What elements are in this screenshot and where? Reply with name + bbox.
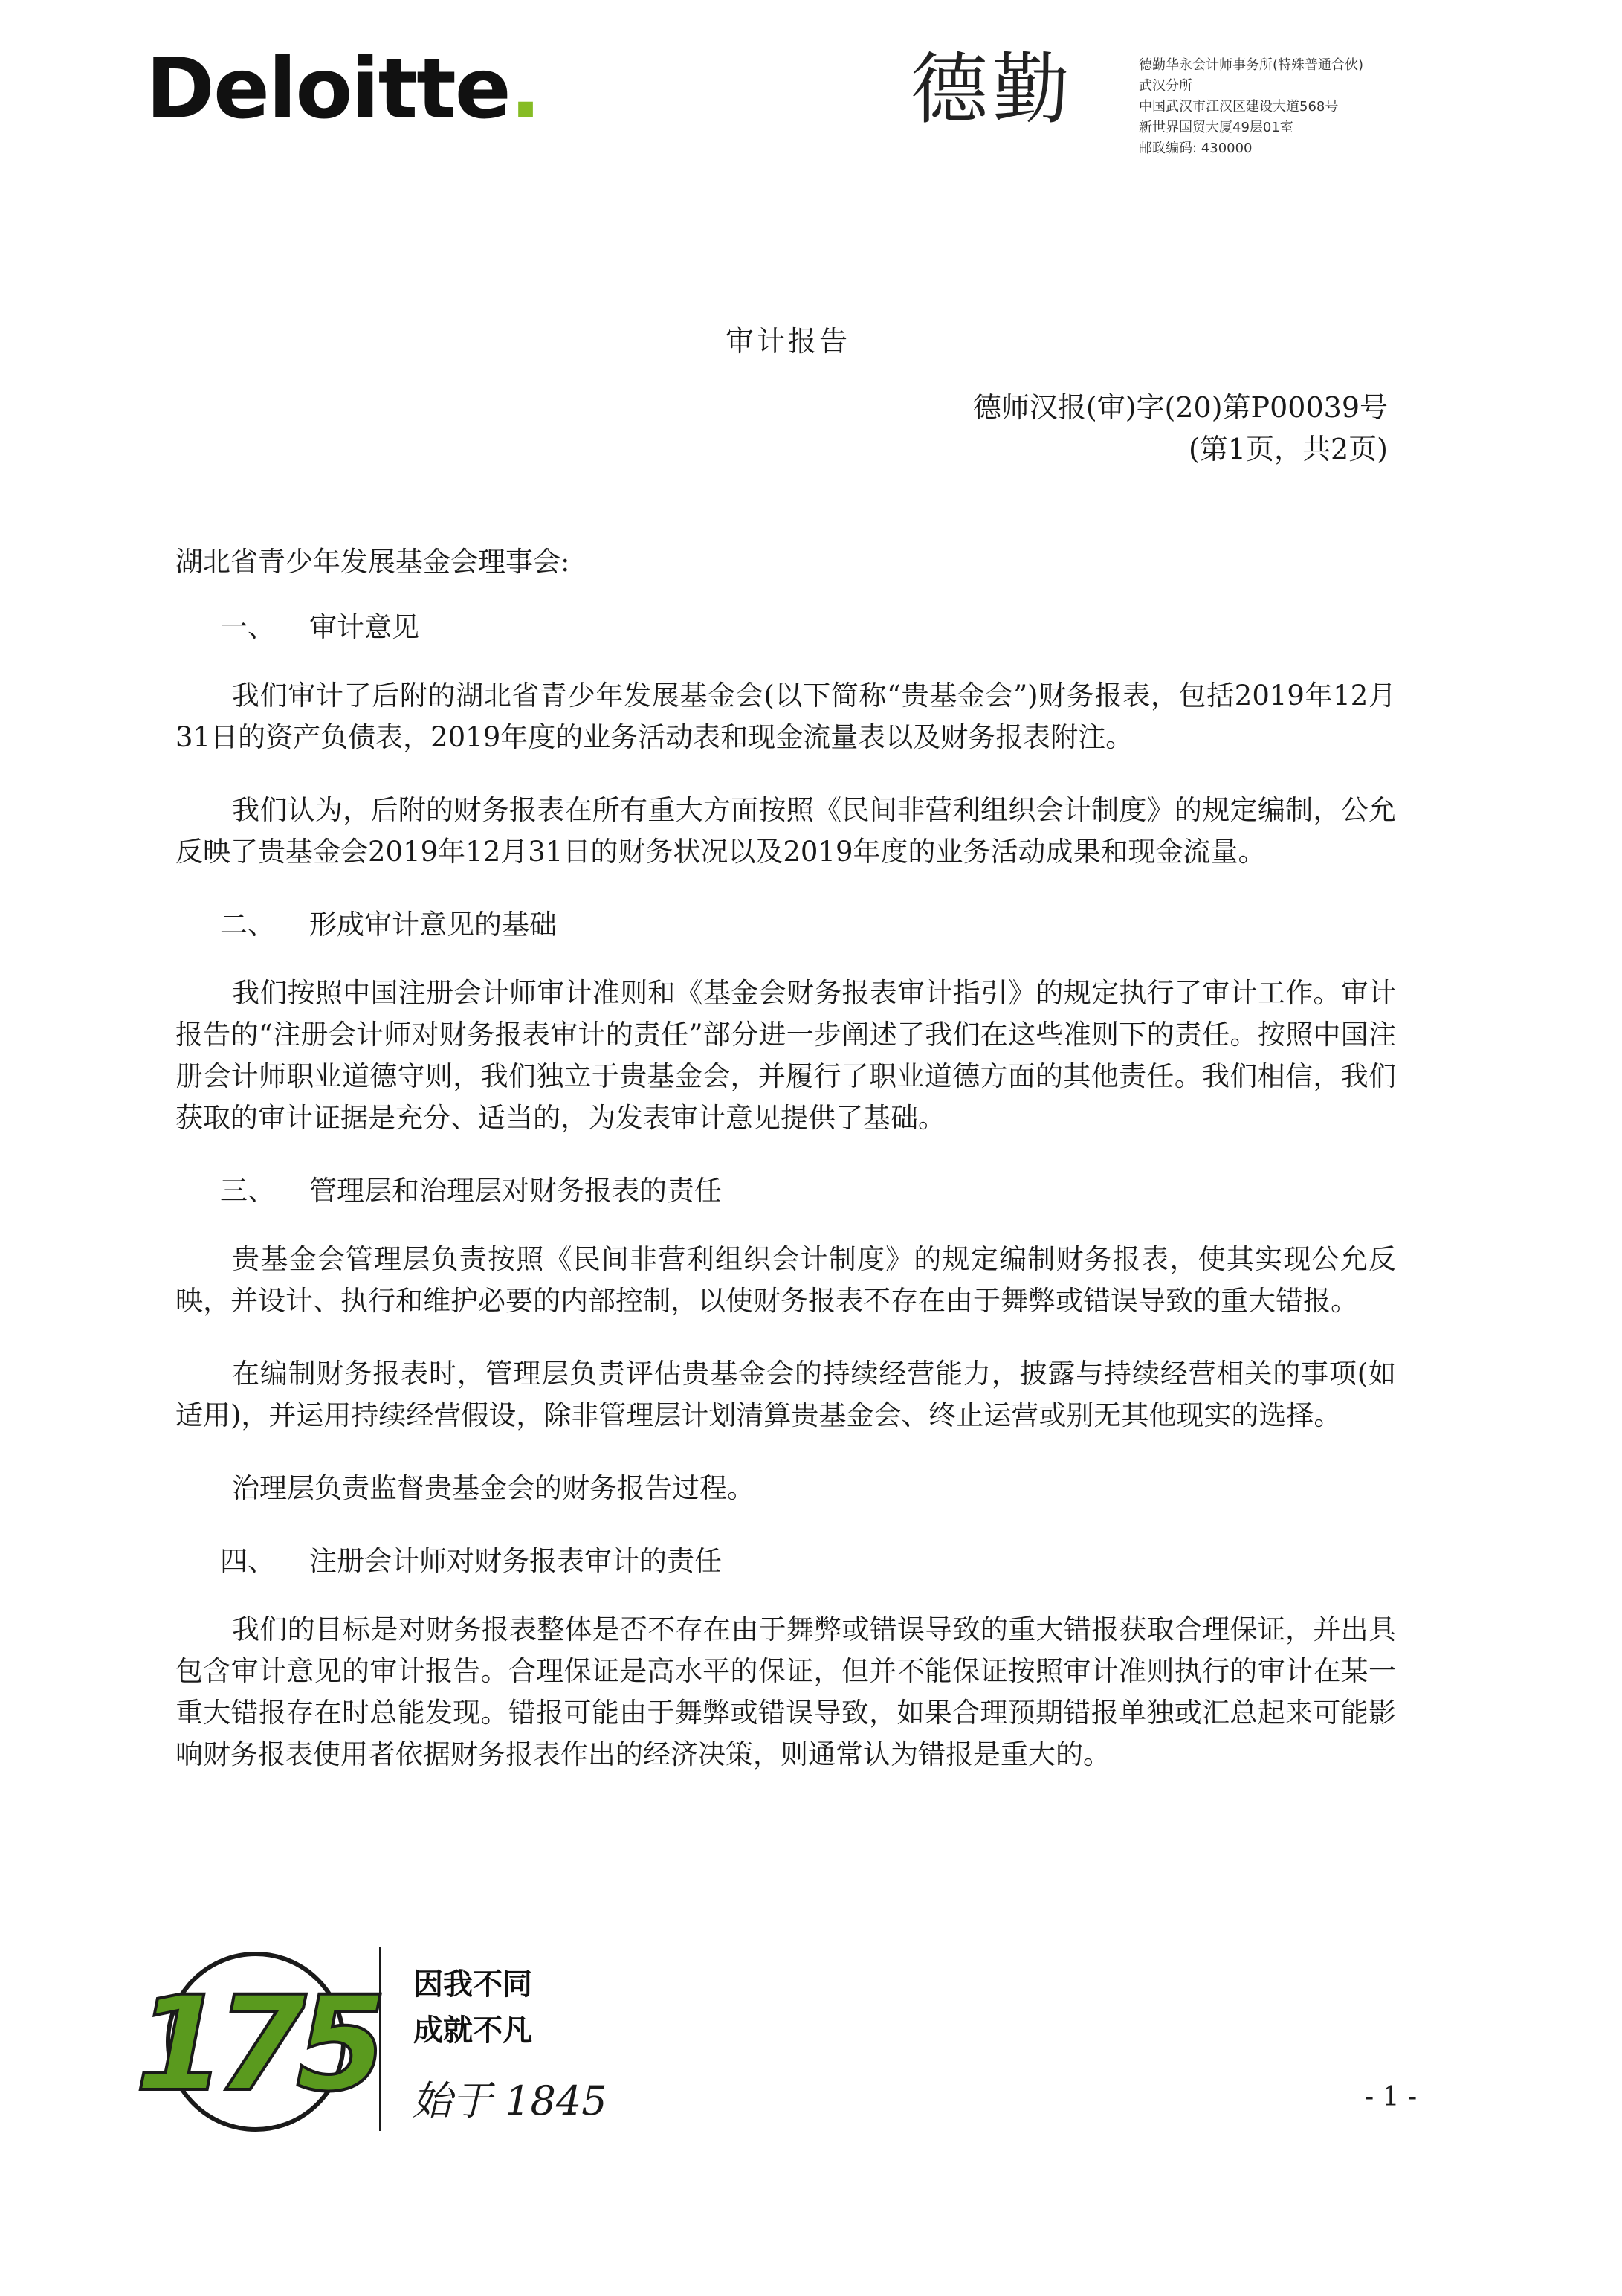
paragraph: 治理层负责监督贵基金会的财务报告过程。 [232, 1472, 755, 1504]
paragraph: 在编制财务报表时，管理层负责评估贵基金会的持续经营能力，披露与持续经营相关的事项(如适用)，并运用持续经营假设，除非管理层计划清算贵基金会、终止运营或别无其他现实的选择。 [175, 1358, 1396, 1431]
paragraph: 我们按照中国注册会计师审计准则和《基金会财务报表审计指引》的规定执行了审计工作。审计报告的“注册会计师对财务报表审计的责任”部分进一步阐述了我们在这些准则下的责任。按照中国注册会计师职业道德守则，我们独立于贵基金会，并履行了职业道德方面的其他责任。我们相信，我们获取的审计证据是充分、适当的，为发表审计意见提供了基础。 [175, 977, 1396, 1134]
section-title: 审计意见 [309, 611, 419, 643]
address-line: 德勤华永会计师事务所(特殊普通合伙) [1139, 57, 1364, 73]
section-title: 注册会计师对财务报表审计的责任 [309, 1545, 722, 1577]
reference-number: 德师汉报(审)字(20)第P00039号 [972, 391, 1388, 424]
logo-word: Deloitte [146, 41, 510, 138]
deloitte-logo [146, 41, 540, 138]
footer-divider [379, 1947, 381, 2131]
section-title: 形成审计意见的基础 [309, 909, 557, 941]
slogan-line: 成就不凡 [413, 2013, 532, 2048]
section-number: 二、 [220, 909, 275, 941]
addressee: 湖北省青少年发展基金会理事会: [175, 546, 570, 578]
section-number: 四、 [220, 1545, 275, 1577]
section-number: 一、 [220, 611, 275, 643]
firm-address [1139, 55, 1363, 159]
paragraph: 我们的目标是对财务报表整体是否不存在由于舞弊或错误导致的重大错报获取合理保证，并出具包含审计意见的审计报告。合理保证是高水平的保证，但并不能保证按照审计准则执行的审计在某一重大错报存在时总能发现。错报可能由于舞弊或错误导致，如果合理预期错报单独或汇总起来可能影响财务报表使用者依据财务报表作出的经济决策，则通常认为错报是重大的。 [175, 1613, 1396, 1770]
section-heading [175, 904, 1396, 946]
since-text: 始于 1845 [412, 2077, 607, 2124]
section-title: 管理层和治理层对财务报表的责任 [309, 1175, 722, 1207]
paragraph: 我们审计了后附的湖北省青少年发展基金会(以下简称“贵基金会”)财务报表，包括2019年12月31日的资产负债表，2019年度的业务活动表和现金流量表以及财务报表附注。 [175, 680, 1396, 753]
section-number: 三、 [220, 1175, 275, 1207]
section-heading [175, 1541, 1396, 1582]
address-line: 武汉分所 [1139, 78, 1192, 94]
slogan [413, 1961, 532, 2054]
paragraph: 我们认为，后附的财务报表在所有重大方面按照《民间非营利组织会计制度》的规定编制，公允反映了贵基金会2019年12月31日的财务状况以及2019年度的业务活动成果和现金流量。 [175, 794, 1396, 868]
reference-block [973, 387, 1388, 470]
since-signature [409, 2071, 647, 2131]
logo-green-dot: . [509, 41, 540, 138]
emblem-number: 175 [135, 1968, 377, 2121]
slogan-line: 因我不同 [413, 1967, 532, 2002]
section-heading [175, 607, 1396, 648]
page-number: - 1 - [1365, 2082, 1418, 2112]
paragraph: 贵基金会管理层负责按照《民间非营利组织会计制度》的规定编制财务报表，使其实现公允反映，并设计、执行和维护必要的内部控制，以使财务报表不存在由于舞弊或错误导致的重大错报。 [175, 1243, 1396, 1317]
page-info: (第1页，共2页) [1188, 433, 1388, 465]
anniversary-emblem-icon [135, 1942, 377, 2135]
section-heading [175, 1170, 1396, 1212]
address-line: 中国武汉市江汉区建设大道568号 [1139, 99, 1339, 115]
chinese-brand-name: 德勤 [911, 44, 1075, 135]
report-body [175, 541, 1396, 1807]
address-line: 邮政编码: 430000 [1139, 141, 1253, 156]
document-title: 审计报告 [725, 325, 850, 358]
address-line: 新世界国贸大厦49层01室 [1139, 120, 1293, 135]
